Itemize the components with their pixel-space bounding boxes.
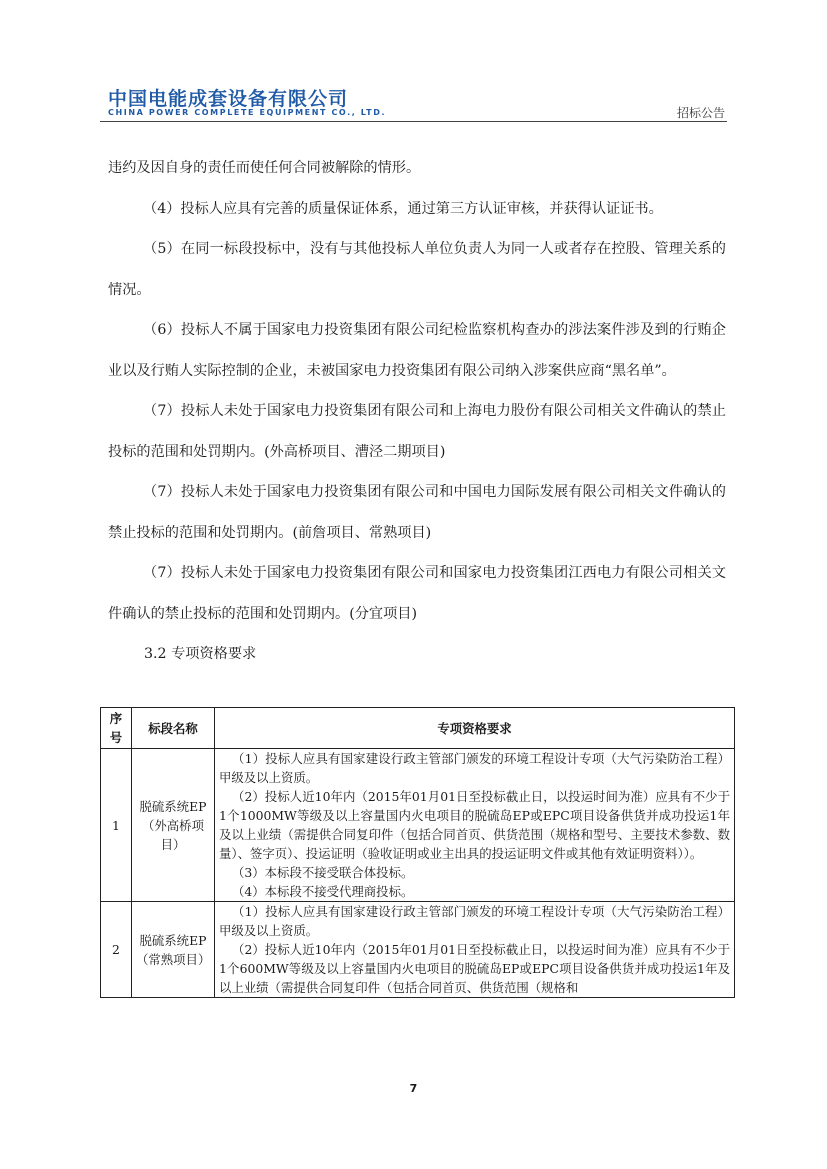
paragraph: （5）在同一标段投标中，没有与其他投标人单位负责人为同一人或者存在控股、管理关系的情况。 bbox=[108, 241, 726, 298]
table-row bbox=[101, 902, 735, 998]
document-type-label: 招标公告 bbox=[676, 106, 725, 120]
company-logo-en: CHINA POWER COMPLETE EQUIPMENT CO., LTD. bbox=[108, 108, 387, 117]
requirement-item: （4）本标段不接受代理商投标。 bbox=[232, 884, 414, 899]
page-header bbox=[108, 84, 725, 122]
table-row bbox=[101, 749, 735, 902]
section-heading: 3.2 专项资格要求 bbox=[144, 646, 257, 662]
requirement-cell bbox=[215, 749, 735, 902]
paragraph: （7）投标人未处于国家电力投资集团有限公司和上海电力股份有限公司相关文件确认的禁止投标的范围和处罚期内。(外高桥项目、漕泾二期项目) bbox=[108, 403, 726, 460]
requirement-item: （1）投标人应具有国家建设行政主管部门颁发的环境工程设计专项（大气污染防治工程）甲级及以上资质。 bbox=[219, 904, 730, 938]
row-number: 1 bbox=[101, 749, 132, 902]
table-header-row bbox=[101, 708, 735, 749]
requirement-item: （3）本标段不接受联合体投标。 bbox=[232, 865, 414, 880]
company-logo-cn: 中国电能成套设备有限公司 bbox=[108, 88, 349, 110]
requirement-cell bbox=[215, 902, 735, 998]
column-header-no: 序号 bbox=[101, 708, 132, 749]
lot-name: 脱硫系统EP（常熟项目） bbox=[132, 902, 215, 998]
requirement-item: （2）投标人近10年内（2015年01月01日至投标截止日，以投运时间为准）应具有不少于1个600MW等级及以上容量国内火电项目的脱硫岛EP或EPC项目设备供货并成功投运1年及以上业绩（需提供合同复印件（包括合同首页、供货范围（规格和 bbox=[219, 942, 730, 995]
lot-name: 脱硫系统EP（外高桥项目） bbox=[132, 749, 215, 902]
paragraph: （7）投标人未处于国家电力投资集团有限公司和中国电力国际发展有限公司相关文件确认的禁止投标的范围和处罚期内。(前詹项目、常熟项目) bbox=[108, 484, 726, 541]
requirement-item: （1）投标人应具有国家建设行政主管部门颁发的环境工程设计专项（大气污染防治工程）甲级及以上资质。 bbox=[219, 751, 730, 785]
row-number: 2 bbox=[101, 902, 132, 998]
qualification-table bbox=[100, 707, 735, 998]
paragraph: 违约及因自身的责任而使任何合同被解除的情形。 bbox=[108, 160, 421, 176]
paragraph: （7）投标人未处于国家电力投资集团有限公司和国家电力投资集团江西电力有限公司相关文件确认的禁止投标的范围和处罚期内。(分宜项目) bbox=[108, 565, 726, 622]
header-divider bbox=[100, 121, 727, 122]
page-number: 7 bbox=[409, 1082, 418, 1095]
body-text bbox=[108, 148, 726, 675]
column-header-name: 标段名称 bbox=[132, 708, 215, 749]
column-header-requirements: 专项资格要求 bbox=[215, 708, 735, 749]
requirement-item: （2）投标人近10年内（2015年01月01日至投标截止日，以投运时间为准）应具有不少于1个1000MW等级及以上容量国内火电项目的脱硫岛EP或EPC项目设备供货并成功投运1年及以上业绩（需提供合同复印件（包括合同首页、供货范围（规格和型号、主要技术参数、数量）、签字页）、投运证明（验收证明或业主出具的投运证明文件或其他有效证明资料））。 bbox=[219, 789, 730, 861]
paragraph: （4）投标人应具有完善的质量保证体系，通过第三方认证审核，并获得认证证书。 bbox=[143, 200, 663, 217]
paragraph: （6）投标人不属于国家电力投资集团有限公司纪检监察机构查办的涉法案件涉及到的行贿企业以及行贿人实际控制的企业，未被国家电力投资集团有限公司纳入涉案供应商“黑名单”。 bbox=[108, 322, 726, 379]
